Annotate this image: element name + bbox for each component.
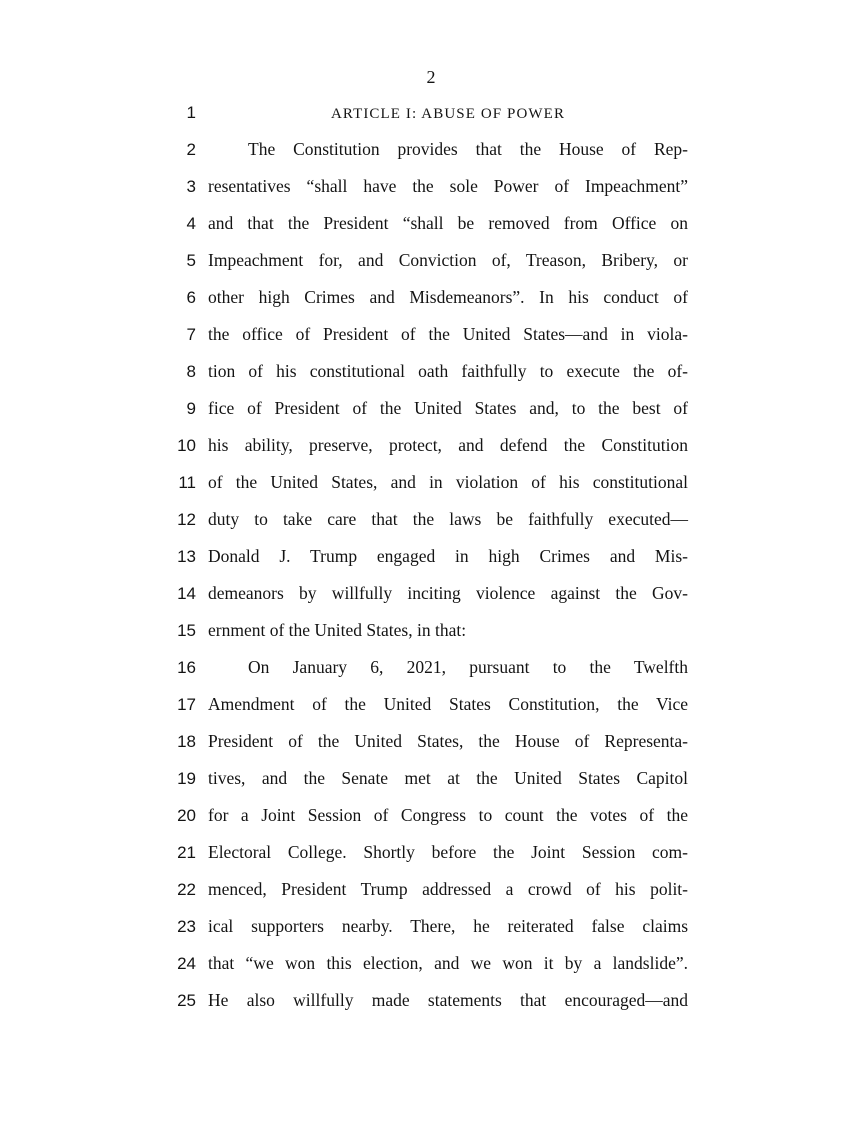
document-line <box>0 723 862 760</box>
line-number: 18 <box>177 732 196 751</box>
document-line <box>0 797 862 834</box>
line-number: 6 <box>186 288 196 307</box>
line-number: 7 <box>186 325 196 344</box>
line-text: for a Joint Session of Congress to count the votes of the <box>208 805 688 825</box>
document-line <box>0 205 862 242</box>
line-number: 12 <box>177 510 196 529</box>
line-text: demeanors by willfully inciting violence against the Gov- <box>208 583 688 603</box>
line-text: fice of President of the United States and, to the best of <box>208 398 688 418</box>
line-number: 21 <box>177 843 196 862</box>
line-number: 17 <box>177 695 196 714</box>
line-number: 13 <box>177 547 196 566</box>
article-heading: ARTICLE I: ABUSE OF POWER <box>330 106 566 122</box>
line-number: 2 <box>186 140 196 159</box>
line-number: 25 <box>177 991 196 1010</box>
line-text: tion of his constitutional oath faithfully to execute the of- <box>208 361 688 381</box>
line-number: 4 <box>186 214 196 233</box>
document-line <box>0 427 862 464</box>
line-text: resentatives “shall have the sole Power of Impeachment” <box>208 176 688 196</box>
document-line <box>0 1019 862 1056</box>
document-line <box>0 501 862 538</box>
line-text: other high Crimes and Misdemeanors”. In his conduct of <box>208 287 688 307</box>
line-text: his ability, preserve, protect, and defend the Constitution <box>208 435 688 455</box>
document-line <box>0 612 862 649</box>
document-line <box>0 686 862 723</box>
document-line <box>0 242 862 279</box>
document-line <box>0 982 862 1019</box>
document-line <box>0 908 862 945</box>
document-body <box>0 94 862 1056</box>
line-text: Electoral College. Shortly before the Joint Session com- <box>208 842 688 862</box>
document-line <box>0 131 862 168</box>
document-line-heading <box>0 94 862 131</box>
line-number: 14 <box>177 584 196 603</box>
line-text: Impeachment for, and Conviction of, Treason, Bribery, or <box>208 250 688 270</box>
document-line <box>0 649 862 686</box>
document-line <box>0 279 862 316</box>
line-number: 3 <box>186 177 196 196</box>
line-number: 24 <box>177 954 196 973</box>
line-text: The Constitution provides that the House of Rep- <box>248 139 688 159</box>
document-line <box>0 168 862 205</box>
line-number: 1 <box>186 103 196 122</box>
line-text: President of the United States, the House of Representa- <box>208 731 688 751</box>
document-line <box>0 575 862 612</box>
line-text: ical supporters nearby. There, he reiterated false claims <box>208 916 688 936</box>
document-line <box>0 464 862 501</box>
line-number: 11 <box>178 473 196 492</box>
document-line <box>0 316 862 353</box>
line-number: 16 <box>177 658 196 677</box>
document-line <box>0 834 862 871</box>
line-text: Donald J. Trump engaged in high Crimes and Mis- <box>208 546 688 566</box>
document-line <box>0 390 862 427</box>
line-number: 15 <box>177 621 196 640</box>
line-number: 8 <box>186 362 196 381</box>
line-text: On January 6, 2021, pursuant to the Twelfth <box>248 657 688 677</box>
document-line <box>0 353 862 390</box>
page-number: 2 <box>426 67 436 87</box>
line-number: 9 <box>186 399 196 418</box>
line-text: duty to take care that the laws be faithfully executed— <box>208 509 688 529</box>
line-text: Amendment of the United States Constitution, the Vice <box>208 694 688 714</box>
document-line <box>0 871 862 908</box>
document-line <box>0 945 862 982</box>
document-line <box>0 760 862 797</box>
line-number: 20 <box>177 806 196 825</box>
line-text: menced, President Trump addressed a crowd of his polit- <box>208 879 688 899</box>
line-text: the office of President of the United States—and in viola- <box>208 324 688 344</box>
line-number: 23 <box>177 917 196 936</box>
line-number: 22 <box>177 880 196 899</box>
document-line <box>0 538 862 575</box>
line-text: that “we won this election, and we won it by a landslide”. <box>208 953 688 973</box>
line-text: ernment of the United States, in that: <box>208 620 467 640</box>
line-number: 5 <box>186 251 196 270</box>
line-text: of the United States, and in violation of his constitutional <box>208 472 688 492</box>
line-text: tives, and the Senate met at the United States Capitol <box>208 768 688 788</box>
line-number: 19 <box>177 769 196 788</box>
line-number: 10 <box>177 436 196 455</box>
line-text: He also willfully made statements that encouraged—and <box>208 990 688 1010</box>
line-text: and that the President “shall be removed from Office on <box>208 213 688 233</box>
